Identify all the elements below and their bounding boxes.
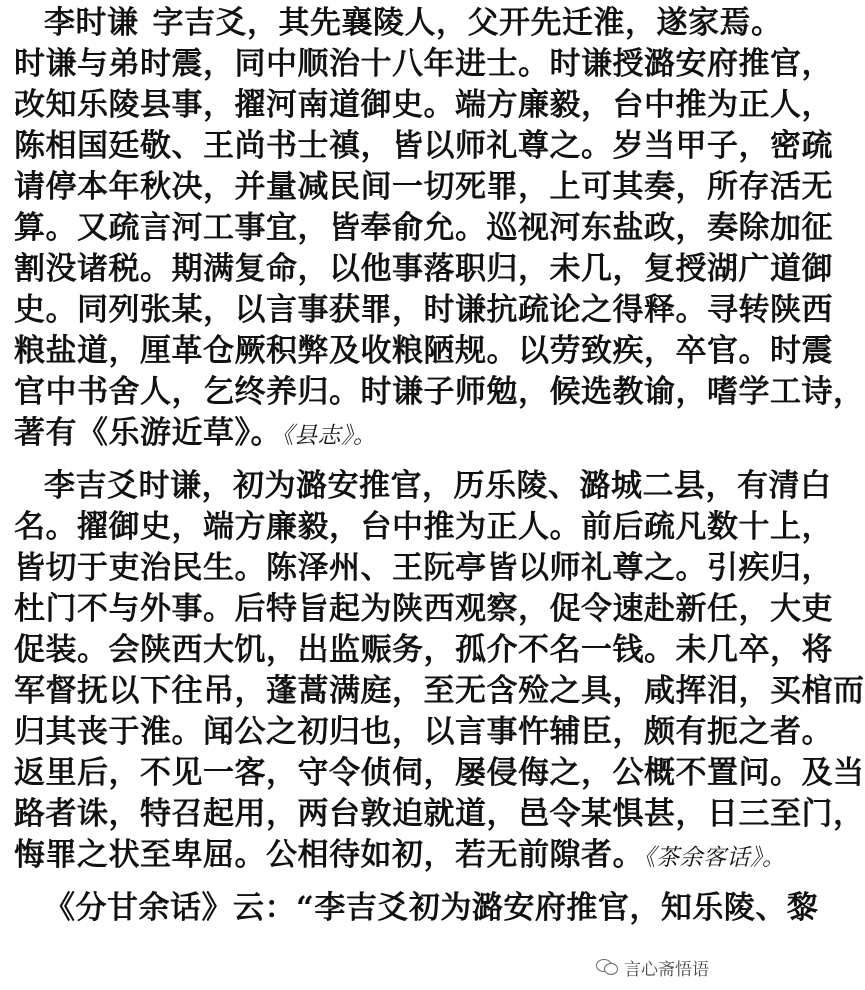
text-line: 割没诸税。期满复命，以他事落职归，未几，复授湖广道御 xyxy=(14,251,833,287)
text-line: 著有《乐游近草》。《县志》。 xyxy=(14,415,377,451)
text-line: 李时谦 字吉爻，其先襄陵人，父开先迁淮，遂家焉。 xyxy=(44,5,783,41)
text-line: 路者诛，特召起用，两台敦迫就道，邑令某惧甚，日三至门， xyxy=(14,796,865,832)
text-line: 《分甘余话》云：“李吉爻初为潞安府推官，知乐陵、黎 xyxy=(44,890,819,926)
text-line: 名。擢御史，端方廉毅，台中推为正人。前后疏凡数十上， xyxy=(14,509,833,545)
text-line: 军督抚以下往吊，蓬蒿满庭，至无含殓之具，咸挥泪，买棺而 xyxy=(14,673,865,709)
text-line: 改知乐陵县事，擢河南道御史。端方廉毅，台中推为正人， xyxy=(14,87,833,123)
text-line: 归其丧于淮。闻公之初归也，以言事忤辅臣，颇有扼之者。 xyxy=(14,714,833,750)
text-line: 官中书舍人，乞终养归。时谦子师勉，候选教谕，嗜学工诗， xyxy=(14,374,865,410)
source-citation: 《茶余客话》。 xyxy=(644,845,786,871)
text-line: 皆切于吏治民生。陈泽州、王阮亭皆以师礼尊之。引疾归， xyxy=(14,550,833,586)
watermark-label: 言心斋悟语 xyxy=(624,959,709,980)
text-line: 请停本年秋决，并量减民间一切死罪，上可其奏，所存活无 xyxy=(14,169,833,205)
source-citation: 《县志》。 xyxy=(282,423,377,449)
text-line: 史。同列张某，以言事获罪，时谦抗疏论之得释。寻转陕西 xyxy=(14,292,833,328)
text-line: 粮盐道，厘革仓厥积弊及收粮陋规。以劳致疾，卒官。时震 xyxy=(14,333,833,369)
text-line: 返里后，不见一客，守令侦伺，屡侵侮之，公概不置问。及当 xyxy=(14,755,865,791)
text-line: 杜门不与外事。后特旨起为陕西观察，促令速赴新任，大吏 xyxy=(14,591,833,627)
text-line: 促装。会陕西大饥，出监赈务，孤介不名一钱。未几卒，将 xyxy=(14,632,833,668)
text-line: 李吉爻时谦，初为潞安推官，历乐陵、潞城二县，有清白 xyxy=(44,468,832,504)
watermark xyxy=(596,954,709,980)
person-name: 李时谦 xyxy=(44,5,139,41)
text-line: 陈相国廷敬、王尚书士禛，皆以师礼尊之。岁当甲子，密疏 xyxy=(14,128,833,164)
wechat-icon xyxy=(596,958,618,976)
text-line: 悔罪之状至卑屈。公相待如初，若无前隙者。《茶余客话》。 xyxy=(14,837,786,873)
text-line: 时谦与弟时震，同中顺治十八年进士。时谦授潞安府推官， xyxy=(14,46,833,82)
text-line: 算。又疏言河工事宜，皆奉俞允。巡视河东盐政，奏除加征 xyxy=(14,210,833,246)
